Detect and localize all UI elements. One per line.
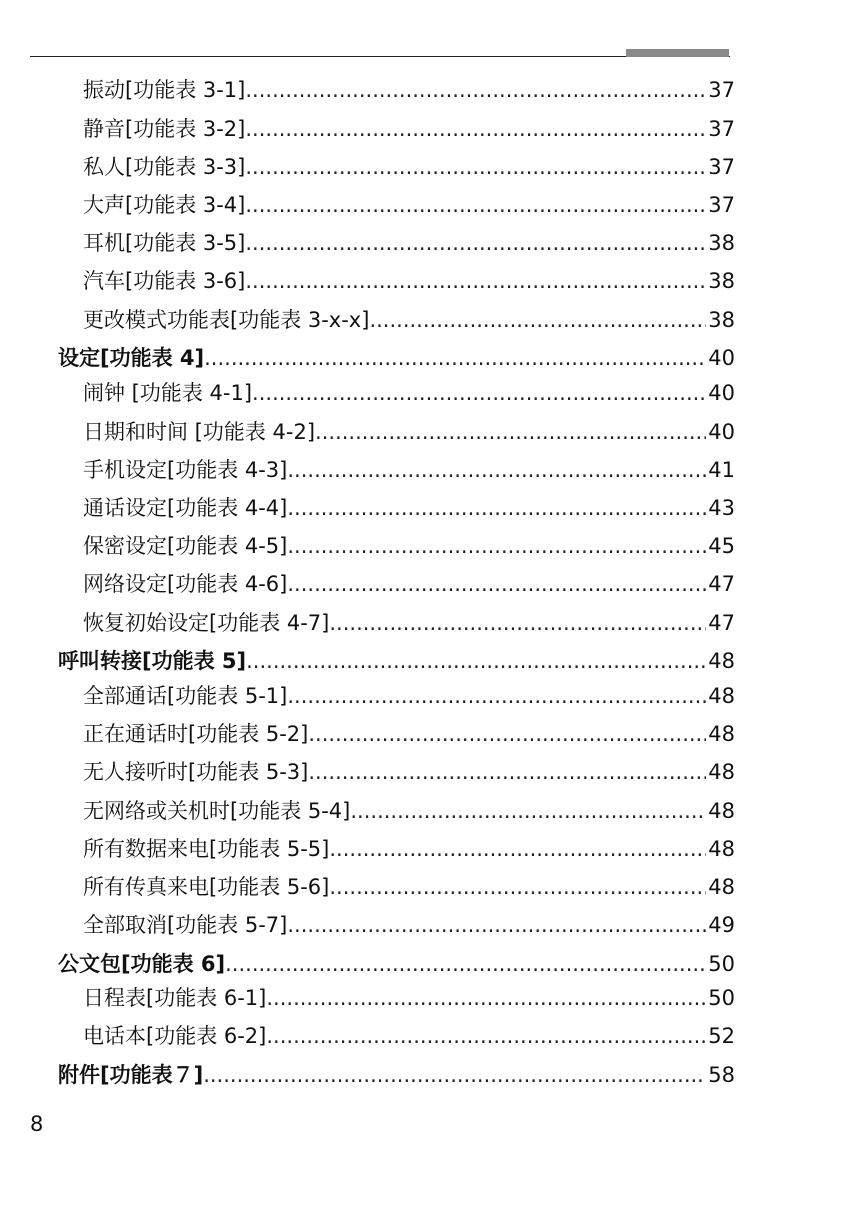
toc-entry [83,377,735,409]
toc-leader-dots [203,1059,706,1091]
toc-entry-title: 公文包[功能表 6] [58,952,226,976]
toc-entry-page: 49 [708,913,735,937]
toc-entry-page: 37 [708,193,735,217]
toc-entry-page: 37 [708,78,735,102]
toc-entry [83,227,735,259]
toc-leader-dots [246,645,706,677]
toc-entry-title: 耳机[功能表 3-5] [83,231,246,255]
toc-entry [83,189,735,221]
toc-entry [83,756,735,788]
toc-entry [83,304,735,336]
toc-entry [83,113,735,145]
toc-entry-title: 闹钟 [功能表 4-1] [83,381,253,405]
toc-entry-page: 37 [708,155,735,179]
toc-leader-dots [315,416,706,448]
toc-entry-page: 43 [708,496,735,520]
toc-leader-dots [245,227,706,259]
toc-entry-page: 50 [708,986,735,1010]
toc-entry-page: 38 [708,269,735,293]
toc-entry-title: 私人[功能表 3-3] [83,155,246,179]
toc-entry [83,607,735,639]
toc-entry [83,265,735,297]
toc-entry-page: 47 [708,611,735,635]
toc-entry-title: 通话设定[功能表 4-4] [83,496,288,520]
toc-leader-dots [266,1020,706,1052]
toc-entry-page: 50 [708,952,735,976]
toc-entry-page: 48 [708,722,735,746]
toc-entry-page: 48 [708,875,735,899]
toc-entry-page: 48 [708,684,735,708]
toc-entry-title: 振动[功能表 3-1] [83,78,246,102]
toc-entry [83,680,735,712]
toc-leader-dots [245,74,706,106]
toc-entry-title: 全部通话[功能表 5-1] [83,684,288,708]
toc-leader-dots [329,871,706,903]
toc-leader-dots [369,304,706,336]
toc-entry-page: 45 [708,534,735,558]
toc-entry [83,718,735,750]
header-tab-marker [626,49,729,57]
toc-leader-dots [287,680,706,712]
toc-leader-dots [287,454,706,486]
toc-entry [83,871,735,903]
toc-entry-page: 41 [708,458,735,482]
toc-entry-title: 汽车[功能表 3-6] [83,269,246,293]
toc-leader-dots [245,151,706,183]
toc-entry-title: 大声[功能表 3-4] [83,193,246,217]
toc-entry-page: 48 [708,649,735,673]
toc-leader-dots [245,113,706,145]
toc-section-entry [58,342,735,374]
toc-entry-title: 日期和时间 [功能表 4-2] [83,420,316,444]
toc-entry-page: 38 [708,308,735,332]
toc-entry [83,833,735,865]
toc-leader-dots [245,189,706,221]
toc-section-entry [58,1059,735,1091]
toc-entry-title: 更改模式功能表[功能表 3-x-x] [83,308,370,332]
toc-entry-page: 40 [708,346,735,370]
toc-leader-dots [287,909,706,941]
toc-leader-dots [350,795,706,827]
toc-leader-dots [329,833,706,865]
toc-leader-dots [308,756,706,788]
toc-entry [83,74,735,106]
toc-entry [83,416,735,448]
toc-leader-dots [329,607,706,639]
toc-entry-title: 日程表[功能表 6-1] [83,986,267,1010]
toc-leader-dots [308,718,706,750]
toc-entry-page: 40 [708,420,735,444]
toc-entry-title: 呼叫转接[功能表 5] [58,649,247,673]
toc-entry-title: 附件[功能表７] [58,1063,204,1087]
toc-leader-dots [287,492,706,524]
toc-entry-title: 无网络或关机时[功能表 5-4] [83,799,351,823]
toc-entry [83,151,735,183]
toc-leader-dots [287,530,706,562]
toc-entry-title: 所有数据来电[功能表 5-5] [83,837,330,861]
toc-entry-title: 电话本[功能表 6-2] [83,1024,267,1048]
toc-leader-dots [252,377,706,409]
toc-entry-title: 全部取消[功能表 5-7] [83,913,288,937]
toc-leader-dots [225,948,706,980]
toc-entry-page: 40 [708,381,735,405]
page-number: 8 [30,1112,44,1136]
toc-entry [83,568,735,600]
toc-entry-title: 静音[功能表 3-2] [83,117,246,141]
toc-entry [83,454,735,486]
toc-leader-dots [245,265,706,297]
header-rule [30,56,730,57]
toc-entry [83,492,735,524]
toc-entry [83,982,735,1014]
toc-entry-page: 48 [708,799,735,823]
toc-entry-title: 网络设定[功能表 4-6] [83,572,288,596]
toc-entry-page: 48 [708,760,735,784]
toc-entry-page: 48 [708,837,735,861]
toc-entry [83,530,735,562]
toc-section-entry [58,645,735,677]
toc-entry-title: 所有传真来电[功能表 5-6] [83,875,330,899]
toc-entry-title: 无人接听时[功能表 5-3] [83,760,309,784]
toc-leader-dots [287,568,706,600]
toc-entry [83,909,735,941]
toc-entry-title: 设定[功能表 4] [58,346,205,370]
toc-entry [83,795,735,827]
toc-entry [83,1020,735,1052]
toc-entry-page: 38 [708,231,735,255]
toc-entry-title: 保密设定[功能表 4-5] [83,534,288,558]
toc-entry-page: 37 [708,117,735,141]
toc-entry-title: 恢复初始设定[功能表 4-7] [83,611,330,635]
toc-entry-page: 47 [708,572,735,596]
toc-entry-page: 58 [708,1063,735,1087]
toc-entry-title: 手机设定[功能表 4-3] [83,458,288,482]
toc-entry-page: 52 [708,1024,735,1048]
toc-section-entry [58,948,735,980]
toc-leader-dots [204,342,706,374]
toc-leader-dots [266,982,706,1014]
toc-entry-title: 正在通话时[功能表 5-2] [83,722,309,746]
